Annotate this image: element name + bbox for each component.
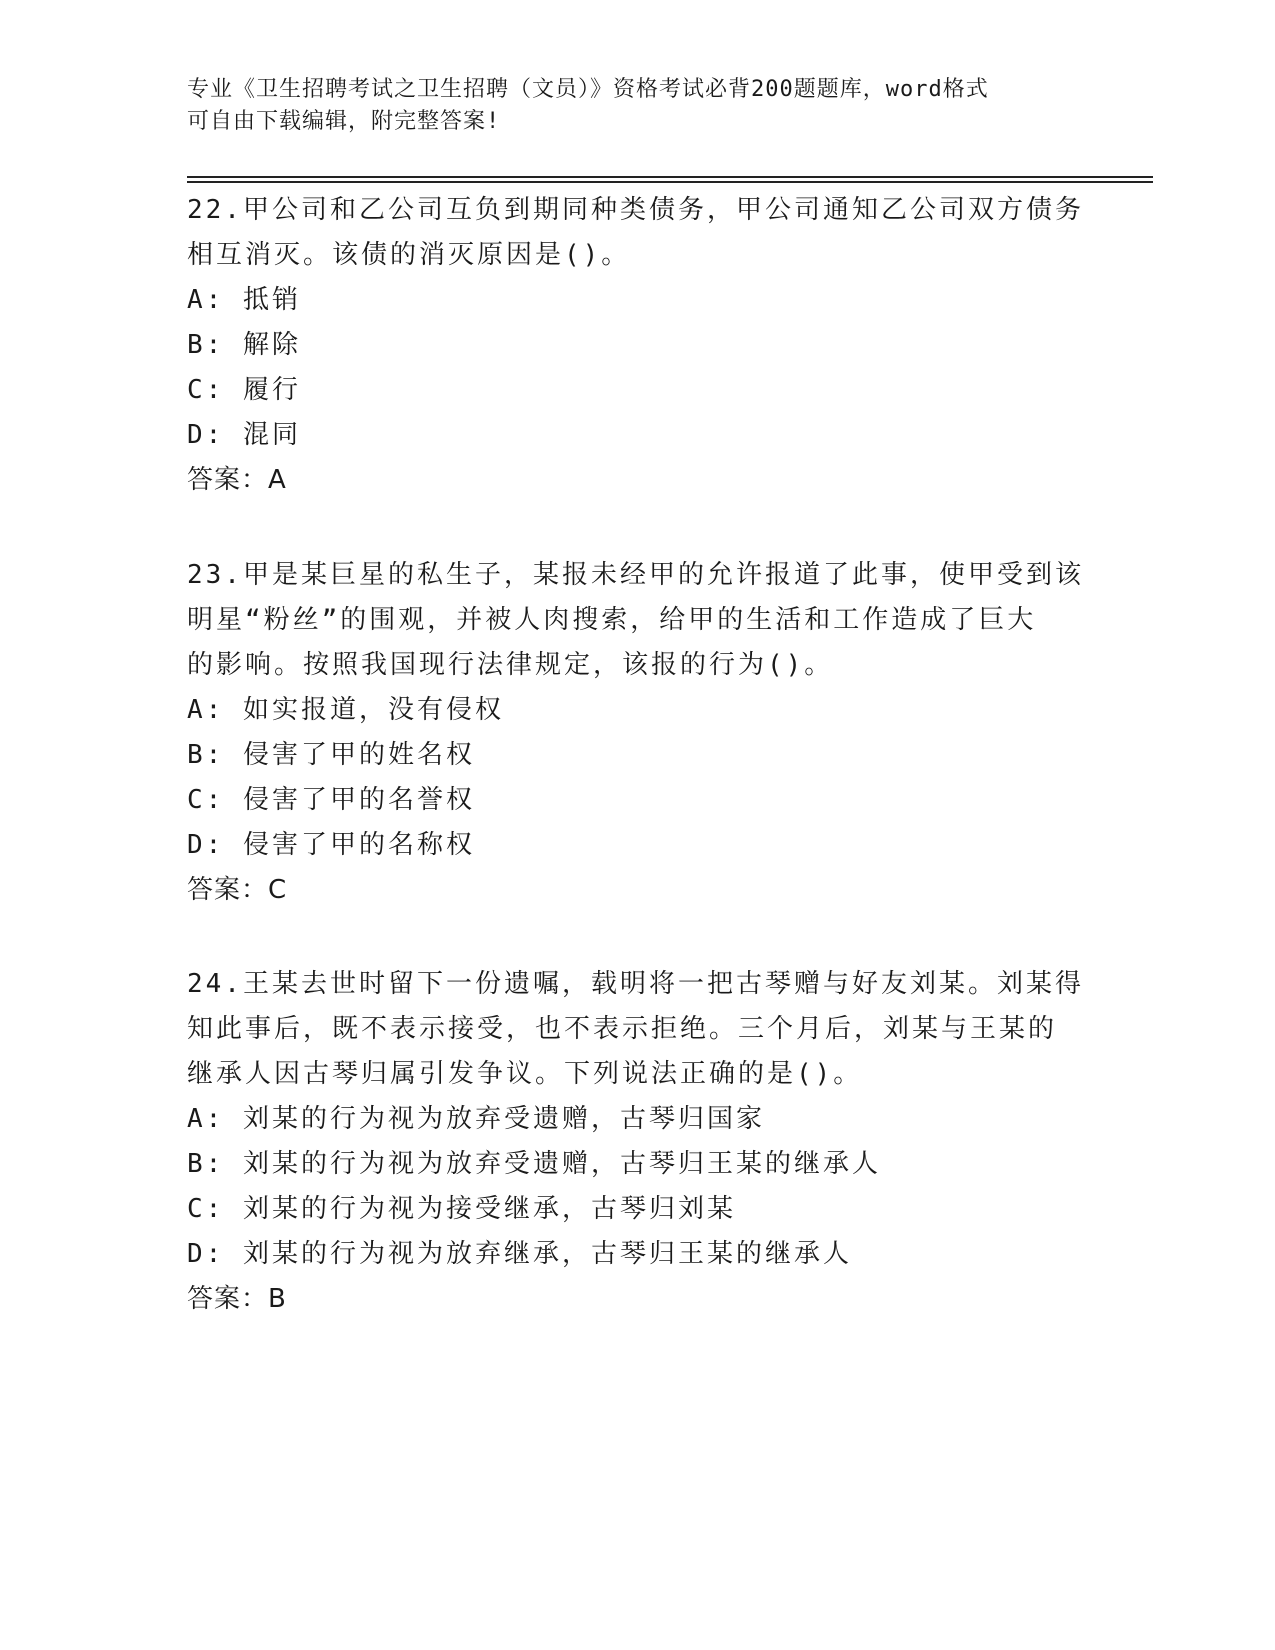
header-divider-bottom xyxy=(187,181,1153,183)
header-divider-top xyxy=(187,176,1153,178)
option-a: A: 如实报道，没有侵权 xyxy=(187,695,504,725)
answer-line: 答案：B xyxy=(187,1284,287,1314)
question-line: 24.王某去世时留下一份遗嘱，载明将一把古琴赠与好友刘某。刘某得 xyxy=(187,969,1084,999)
question-line: 知此事后，既不表示接受，也不表示拒绝。三个月后，刘某与王某的 xyxy=(187,1014,1058,1044)
option-a: A: 刘某的行为视为放弃受遗赠，古琴归国家 xyxy=(187,1104,765,1134)
option-d: D: 刘某的行为视为放弃继承，古琴归王某的继承人 xyxy=(187,1239,852,1269)
answer-line: 答案：C xyxy=(187,875,288,905)
option-d: D: 侵害了甲的名称权 xyxy=(187,830,475,860)
answer-line: 答案：A xyxy=(187,465,287,495)
question-line: 22.甲公司和乙公司互负到期同种类债务，甲公司通知乙公司双方债务 xyxy=(187,195,1084,225)
option-d: D: 混同 xyxy=(187,420,301,450)
question-22 xyxy=(187,188,1087,503)
question-line: 23.甲是某巨星的私生子，某报未经甲的允许报道了此事，使甲受到该 xyxy=(187,560,1084,590)
option-a: A: 抵销 xyxy=(187,285,301,315)
question-line: 继承人因古琴归属引发争议。下列说法正确的是()。 xyxy=(187,1059,863,1089)
header-line-2: 可自由下载编辑，附完整答案! xyxy=(187,109,501,134)
option-b: B: 解除 xyxy=(187,330,301,360)
option-b: B: 刘某的行为视为放弃受遗赠，古琴归王某的继承人 xyxy=(187,1149,881,1179)
question-23 xyxy=(187,553,1087,913)
option-c: C: 刘某的行为视为接受继承，古琴归刘某 xyxy=(187,1194,736,1224)
document-header xyxy=(187,74,1087,138)
question-line: 明星“粉丝”的围观，并被人肉搜索，给甲的生活和工作造成了巨大 xyxy=(187,605,1037,635)
question-line: 相互消灭。该债的消灭原因是()。 xyxy=(187,240,631,270)
question-24 xyxy=(187,962,1087,1322)
header-line-1: 专业《卫生招聘考试之卫生招聘（文员）》资格考试必背200题题库，word格式 xyxy=(187,77,989,102)
option-b: B: 侵害了甲的姓名权 xyxy=(187,740,475,770)
option-c: C: 履行 xyxy=(187,375,301,405)
question-line: 的影响。按照我国现行法律规定，该报的行为()。 xyxy=(187,650,834,680)
option-c: C: 侵害了甲的名誉权 xyxy=(187,785,475,815)
